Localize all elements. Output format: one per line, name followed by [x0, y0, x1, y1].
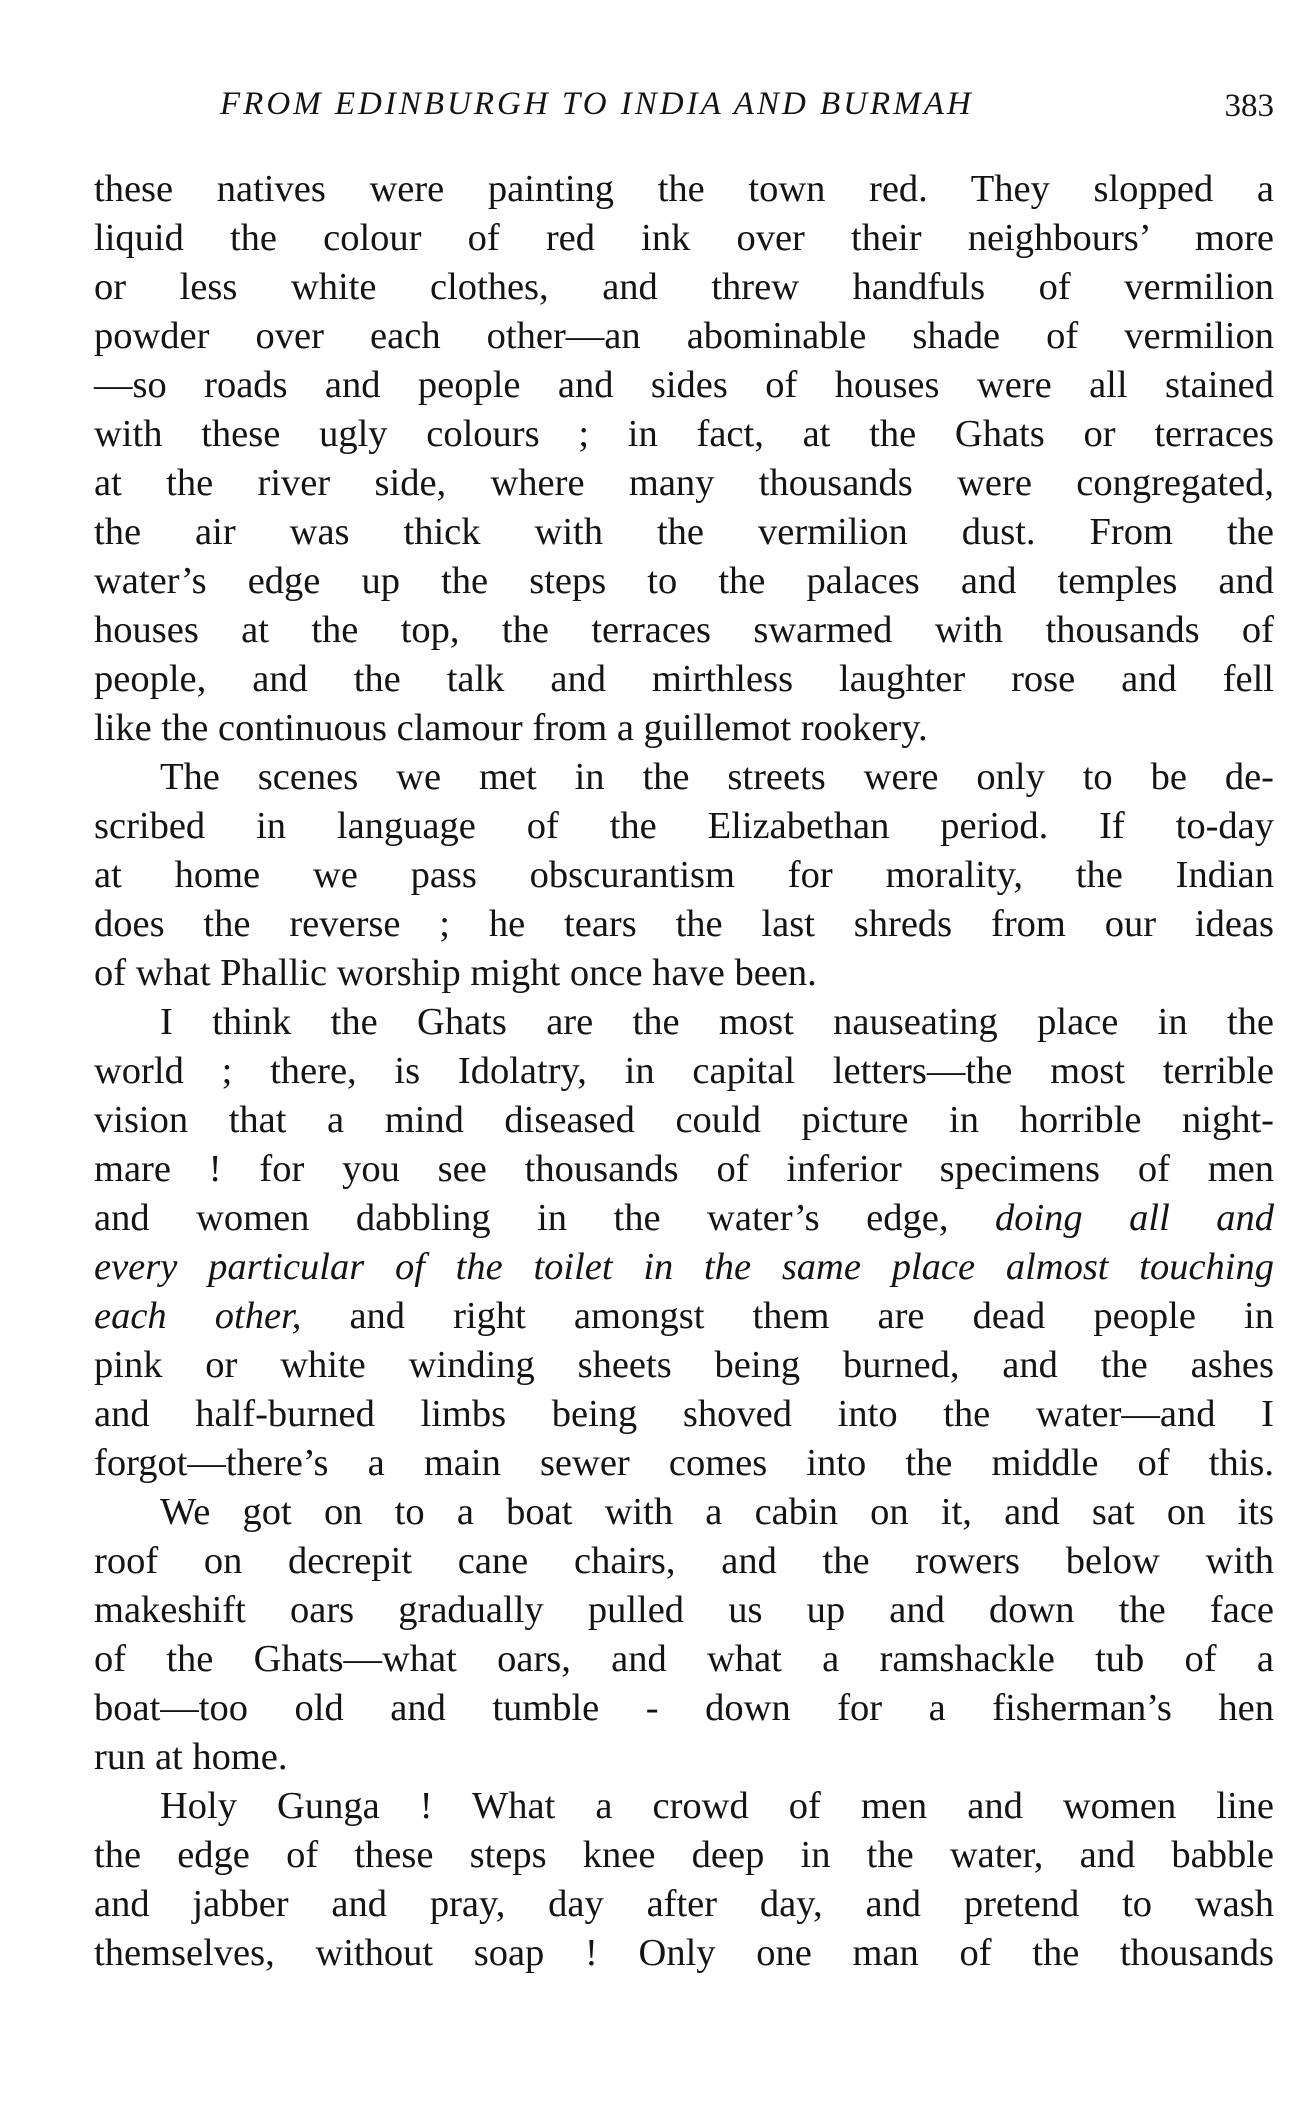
body-text	[94, 165, 1274, 1978]
text-line	[94, 1243, 1274, 1292]
text-line: with these ugly colours ; in fact, at the Ghats or terraces	[94, 413, 1274, 455]
text-line: vision that a mind diseased could picture in horrible night-	[94, 1099, 1274, 1141]
text-line-roman: and right amongst them are dead people in	[301, 1295, 1274, 1337]
text-line: Holy Gunga ! What a crowd of men and women line	[160, 1785, 1274, 1827]
text-line: or less white clothes, and threw handfuls of vermilion	[94, 266, 1274, 308]
text-line-roman: and women dabbling in the water’s edge,	[94, 1197, 995, 1239]
text-line: does the reverse ; he tears the last shreds from our ideas	[94, 903, 1274, 945]
text-line: at home we pass obscurantism for morality, the Indian	[94, 854, 1274, 896]
text-line: the edge of these steps knee deep in the water, and babble	[94, 1834, 1274, 1876]
running-title: FROM EDINBURGH TO INDIA AND BURMAH	[220, 86, 974, 122]
text-line: —so roads and people and sides of houses were all stained	[94, 364, 1274, 406]
text-line: powder over each other—an abominable shade of vermilion	[94, 315, 1274, 357]
text-line: and jabber and pray, day after day, and pretend to wash	[94, 1883, 1274, 1925]
text-line: roof on decrepit cane chairs, and the rowers below with	[94, 1540, 1274, 1582]
text-line: I think the Ghats are the most nauseating place in the	[160, 1001, 1274, 1043]
text-line: themselves, without soap ! Only one man of the thousands	[94, 1932, 1274, 1974]
text-line: at the river side, where many thousands were congregated,	[94, 462, 1274, 504]
text-line: world ; there, is Idolatry, in capital letters—the most terrible	[94, 1050, 1274, 1092]
text-line: and half-burned limbs being shoved into the water—and I	[94, 1393, 1274, 1435]
text-line: people, and the talk and mirthless laughter rose and fell	[94, 658, 1274, 700]
text-line-italic: doing all and	[994, 1197, 1274, 1239]
page-number: 383	[1224, 88, 1274, 124]
text-line	[94, 1292, 1274, 1341]
text-line: run at home.	[94, 1736, 288, 1778]
text-line: of the Ghats—what oars, and what a ramshackle tub of a	[94, 1638, 1274, 1680]
text-line: boat—too old and tumble - down for a fisherman’s hen	[94, 1687, 1274, 1729]
text-line: The scenes we met in the streets were only to be de-	[160, 756, 1274, 798]
text-line-italic: each other,	[94, 1295, 302, 1337]
text-line: houses at the top, the terraces swarmed with thousands of	[94, 609, 1274, 651]
text-line: mare ! for you see thousands of inferior specimens of men	[94, 1148, 1274, 1190]
text-line: makeshift oars gradually pulled us up and down the face	[94, 1589, 1274, 1631]
text-line: liquid the colour of red ink over their neighbours’ more	[94, 217, 1274, 259]
text-line: forgot—there’s a main sewer comes into the middle of this.	[94, 1442, 1274, 1484]
text-line: the air was thick with the vermilion dust. From the	[94, 511, 1274, 553]
text-line: scribed in language of the Elizabethan period. If to-day	[94, 805, 1274, 847]
running-head	[94, 86, 1274, 132]
text-line	[94, 1194, 1274, 1243]
text-line: water’s edge up the steps to the palaces and temples and	[94, 560, 1274, 602]
text-line: We got on to a boat with a cabin on it, and sat on its	[160, 1491, 1274, 1533]
text-line: like the continuous clamour from a guillemot rookery.	[94, 707, 928, 749]
text-line: of what Phallic worship might once have been.	[94, 952, 817, 994]
text-line: pink or white winding sheets being burned, and the ashes	[94, 1344, 1274, 1386]
text-line-italic: every particular of the toilet in the same place almost touching	[94, 1246, 1274, 1288]
text-line: these natives were painting the town red. They slopped a	[94, 168, 1274, 210]
